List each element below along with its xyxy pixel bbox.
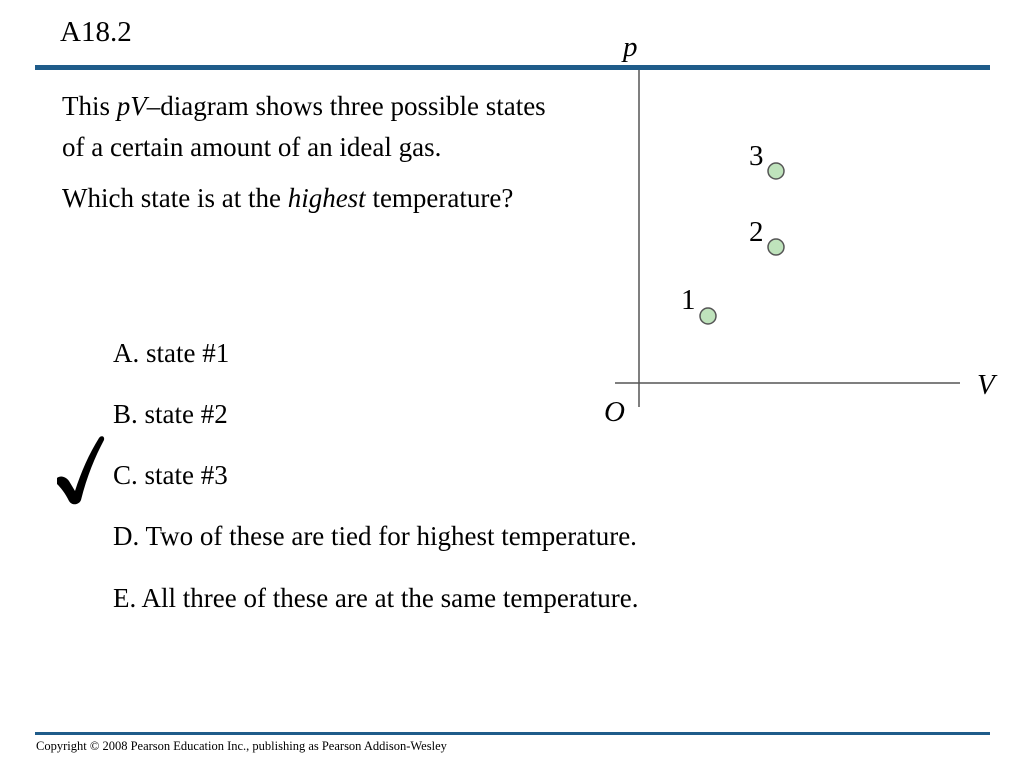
ask-highest: highest [287,183,366,213]
state-2-point [768,239,784,255]
v-axis-label: V [977,369,995,401]
option-a: A. state #1 [113,338,230,368]
checkmark-icon [55,434,107,506]
question-intro [62,86,552,168]
option-c: C. state #3 [113,460,228,490]
slide-id: A18.2 [60,16,132,48]
state-3-point [768,163,784,179]
ask-after: temperature? [365,183,514,213]
question-ask [62,178,552,219]
intro-before: This [62,91,117,121]
bottom-rule [35,732,990,735]
ask-before: Which state is at the [62,183,288,213]
intro-pv: pV [116,91,147,121]
pv-diagram [590,28,1010,428]
option-e: E. All three of these are at the same temperature. [113,583,639,613]
state-1-label: 1 [681,284,696,316]
intro-after: –diagram shows three possible states of a certain amount of an ideal gas. [62,91,546,162]
option-d: D. Two of these are tied for highest temperature. [113,521,637,551]
option-b: B. state #2 [113,399,228,429]
state-2-label: 2 [749,216,764,248]
state-1-point [700,308,716,324]
origin-label: O [604,396,625,428]
question-text [62,86,552,219]
p-axis-label: p [623,31,638,63]
copyright-notice: Copyright © 2008 Pearson Education Inc., publishing as Pearson Addison-Wesley [36,739,447,753]
state-3-label: 3 [749,140,764,172]
